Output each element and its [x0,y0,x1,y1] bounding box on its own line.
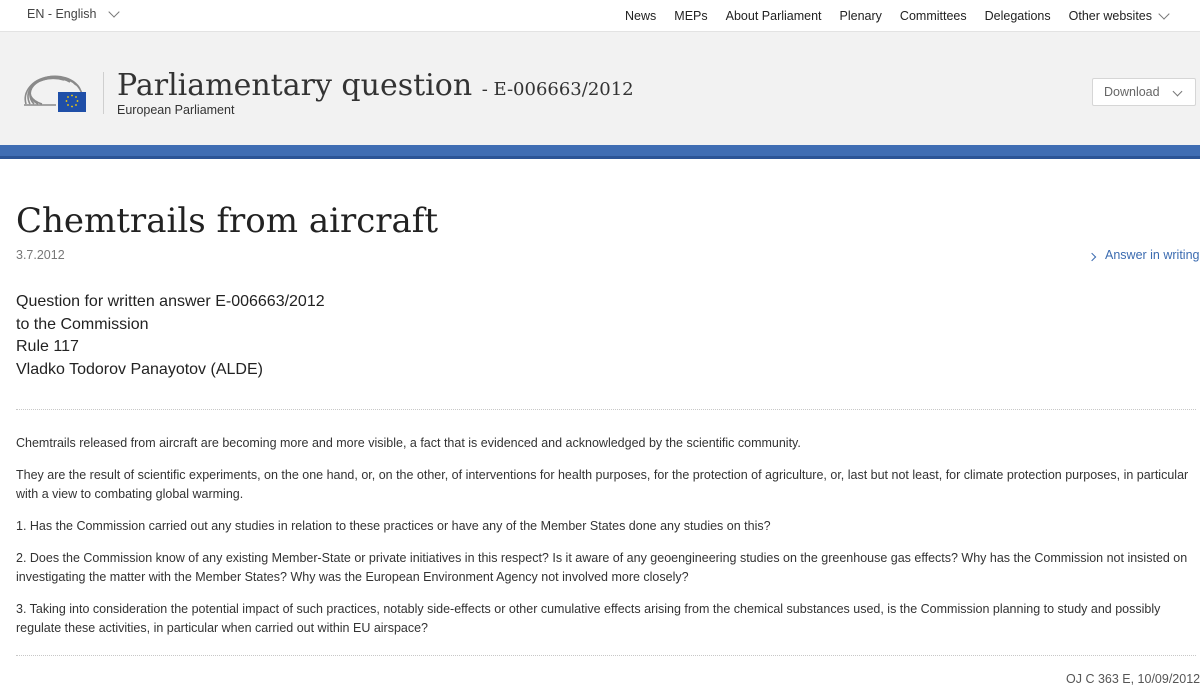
other-websites-label: Other websites [1068,8,1152,23]
chevron-right-icon [1088,252,1096,260]
language-selector[interactable] [27,7,118,21]
chevron-down-icon [1173,87,1183,97]
question-paragraph [16,600,1192,638]
question-paragraph [16,466,1192,504]
question-paragraph [16,434,1192,453]
document-title: Chemtrails from aircraft [16,201,439,241]
divider [16,409,1196,410]
header-accent-band [0,145,1200,159]
paragraph-text: Chemtrails released from aircraft are becoming more and more visible, a fact that is evidenced and acknowledged by the scientific community. [16,436,801,450]
question-author: Vladko Todorov Panayotov (ALDE) [16,361,263,379]
document-date: 3.7.2012 [16,248,65,262]
top-bar [0,0,1200,32]
question-addressee: to the Commission [16,315,149,333]
download-dropdown[interactable] [1092,78,1196,106]
official-journal-reference: OJ C 363 E, 10/09/2012 [1066,672,1200,686]
page-title [117,68,634,103]
chevron-down-icon [1158,8,1169,19]
nav-committees[interactable]: Committees [899,8,967,23]
language-label: EN - English [27,7,97,21]
question-type: Question for written answer E-006663/2012 [16,293,325,310]
chevron-down-icon [109,6,120,17]
divider [16,655,1196,656]
nav-meps[interactable]: MEPs [674,8,708,23]
nav-plenary[interactable]: Plenary [839,8,882,23]
download-label: Download [1104,85,1160,99]
answer-in-writing-link[interactable] [1089,248,1199,262]
page-header [0,32,1200,145]
question-paragraph [16,517,1192,536]
answer-link-label: Answer in writing [1105,248,1200,262]
european-parliament-logo[interactable] [22,74,86,112]
page-subtitle: European Parliament [117,103,235,117]
question-rule: Rule 117 [16,338,79,356]
page-title-text: Parliamentary question [117,68,473,103]
nav-other-websites[interactable] [1069,9,1186,23]
nav-about-parliament[interactable]: About Parliament [725,8,822,23]
question-info [16,291,325,382]
nav-news[interactable]: News [625,8,657,23]
paragraph-text: 3. Taking into consideration the potential impact of such practices, notably side-effects or other cumulative effects arising from the chemical substances used, is the Commission planning to study and possibly regulate these activities, in particular when carried out within EU airspace? [16,602,1161,635]
nav-delegations[interactable]: Delegations [984,8,1051,23]
question-paragraph [16,549,1192,587]
header-divider [103,72,104,114]
top-nav [625,0,1200,31]
paragraph-text: 2. Does the Commission know of any existing Member-State or private initiatives in this respect? Is it aware of any geoengineering studies on the greenhouse gas effects? Why has the Commission not insisted on investigating the matter with the Member States? Why was the European Environment Agency not involved more closely? [16,551,1188,584]
paragraph-text: They are the result of scientific experiments, on the one hand, or, on the other, of interventions for health purposes, for the protection of agriculture, or, last but not least, for climate protection purposes, in particular with a view to combating global warming. [16,468,1189,501]
question-reference: - E-006663/2012 [481,79,634,100]
paragraph-text: 1. Has the Commission carried out any studies in relation to these practices or have any of the Member States done any studies on this? [16,519,771,533]
